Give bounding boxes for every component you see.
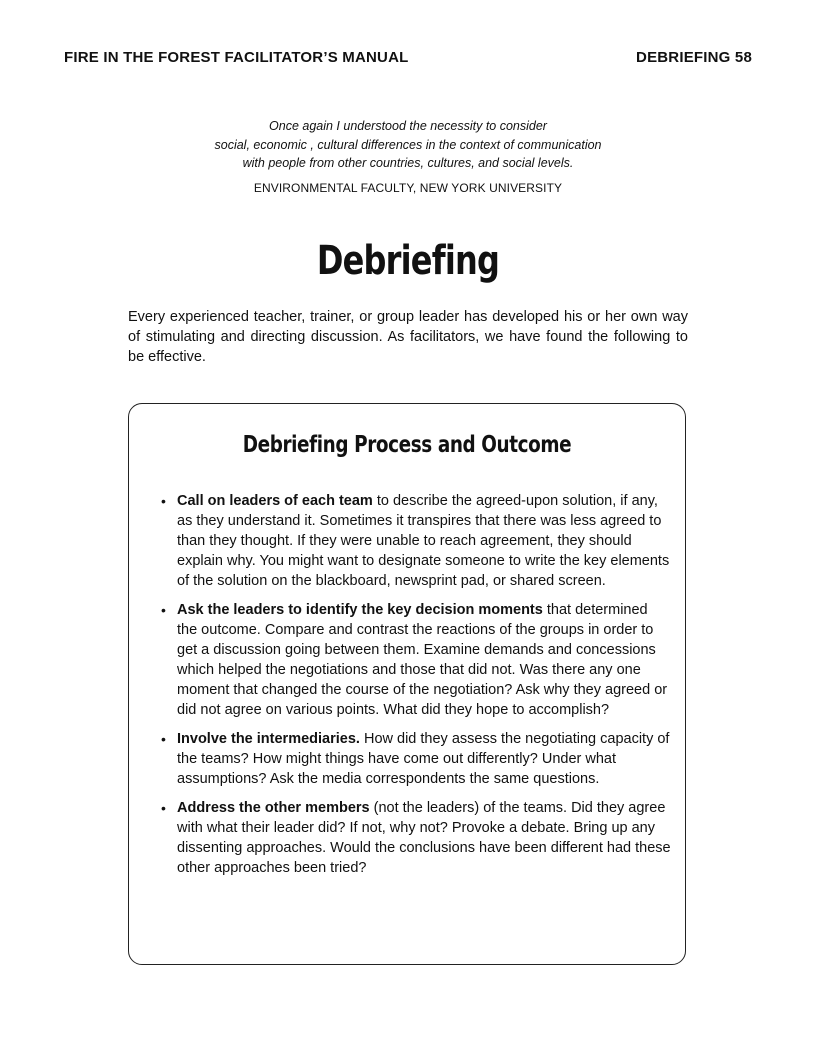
item-text: How did they assess the negotiating capacity of the teams? How might things have come out differently? Under what assumptions? Ask the media correspondents the same questions. bbox=[177, 731, 670, 787]
item-text: to describe the agreed-upon solution, if any, as they understand it. Sometimes it transpires that there was less agreed to than they thought. If they were unable to reach agreement, they should explain why. You might want to designate someone to write the key elements of the solution on the blackboard, newsprint pad, or shared screen. bbox=[177, 493, 670, 589]
running-header bbox=[64, 48, 752, 68]
epigraph-line: with people from other countries, cultures, and social levels. bbox=[242, 156, 574, 170]
bullet-icon: • bbox=[161, 800, 166, 816]
list-item bbox=[161, 600, 671, 720]
epigraph-line: Once again I understood the necessity to consider bbox=[269, 119, 547, 133]
item-lead: Address the other members bbox=[177, 800, 370, 816]
page-title: Debriefing bbox=[316, 238, 500, 284]
item-lead: Ask the leaders to identify the key decision moments bbox=[177, 602, 543, 618]
epigraph-source: ENVIRONMENTAL FACULTY, NEW YORK UNIVERSITY bbox=[253, 180, 563, 195]
list-item bbox=[161, 491, 671, 591]
box-title: Debriefing Process and Outcome bbox=[242, 432, 572, 458]
item-lead: Call on leaders of each team bbox=[177, 493, 373, 509]
bullet-icon: • bbox=[161, 731, 166, 747]
item-text: that determined the outcome. Compare and contrast the reactions of the groups in order to get a discussion going between them. Examine demands and concessions which helped the negotiations and those that did not. Was there any one moment that changed the course of the negotiation? Ask why they agreed or did not agree on various points. What did they hope to accomplish? bbox=[177, 602, 668, 718]
list-item bbox=[161, 729, 671, 789]
bullet-icon: • bbox=[161, 602, 166, 618]
list-item bbox=[161, 798, 671, 878]
item-lead: Involve the intermediaries. bbox=[177, 731, 360, 747]
epigraph bbox=[128, 117, 688, 196]
section-page-number: DEBRIEFING 58 bbox=[636, 49, 752, 66]
bullet-icon: • bbox=[161, 493, 166, 509]
intro-paragraph: Every experienced teacher, trainer, or group leader has developed his or her own way of stimulating and directing discussion. As facilitators, we have found the following to be effective. bbox=[128, 309, 688, 365]
manual-title: FIRE IN THE FOREST FACILITATOR’S MANUAL bbox=[64, 49, 409, 66]
process-list bbox=[161, 491, 671, 887]
epigraph-line: social, economic , cultural differences in the context of communication bbox=[214, 137, 602, 152]
item-text: (not the leaders) of the teams. Did they agree with what their leader did? If not, why not? Provoke a debate. Bring up any dissenting approaches. Would the conclusions have been different had these other approaches been tried? bbox=[177, 800, 671, 876]
debriefing-process-box bbox=[128, 403, 686, 965]
